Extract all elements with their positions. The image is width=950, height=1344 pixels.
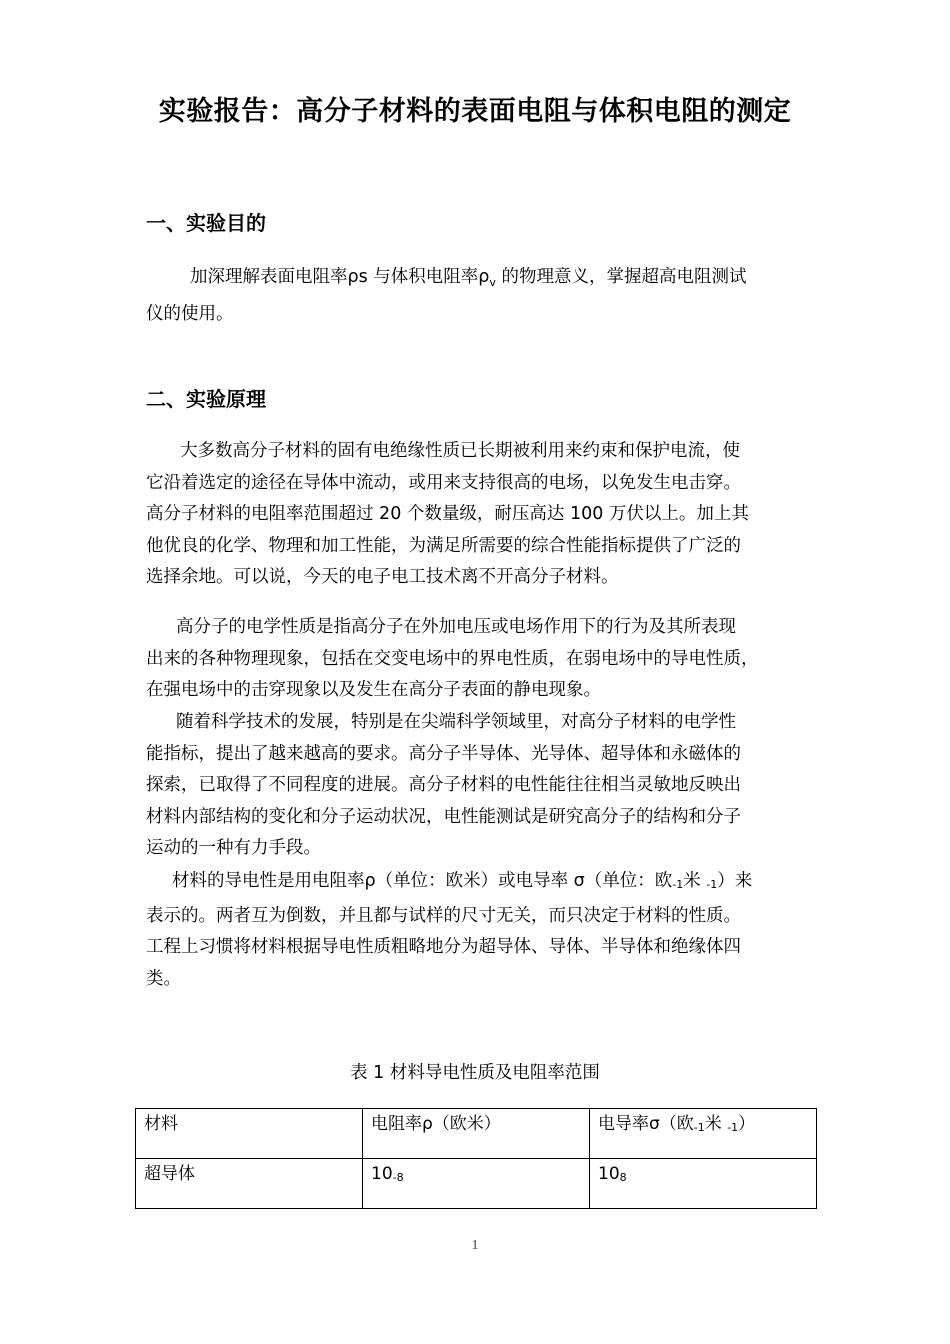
cell-resistivity [363, 1159, 590, 1209]
table-row [136, 1159, 817, 1209]
p4-line: 表示的。两者互为倒数，并且都与试样的尺寸无关，而只决定于材料的性质。 [146, 905, 741, 926]
rho-exponent: -8 [392, 1171, 404, 1184]
p4-text-c: ）来 [717, 871, 753, 891]
purpose-text-3: 仪的使用。 [146, 303, 234, 324]
page-title: 实验报告：高分子材料的表面电阻与体积电阻的测定 [158, 96, 792, 127]
sigma-exponent: 8 [619, 1171, 627, 1184]
page-number: 1 [471, 1238, 479, 1253]
p2-line: 出来的各种物理现象，包括在交变电场中的界电性质，在弱电场中的导电性质， [146, 648, 759, 669]
p1-line: 选择余地。可以说，今天的电子电工技术离不开高分子材料。 [146, 567, 619, 587]
paragraph-purpose [146, 262, 810, 330]
rho-v-subscript: v [489, 276, 496, 289]
section-heading-principle: 二、实验原理 [146, 387, 266, 411]
p4-text-b: 米 [683, 871, 707, 891]
p4-text-a: 材料的导电性是用电阻率ρ（单位：欧米）或电导率 σ（单位：欧 [172, 871, 673, 891]
p4-sub-1: -1 [672, 878, 684, 891]
p1-line: 他优良的化学、物理和加工性能，为满足所需要的综合性能指标提供了广泛的 [146, 535, 741, 556]
p3-line: 运动的一种有力手段。 [146, 838, 321, 858]
purpose-text-2: 的物理意义，掌握超高电阻测试 [495, 267, 747, 287]
p1-line: 高分子材料的电阻率范围超过 20 个数量级，耐压高达 100 万伏以上。加上其 [146, 504, 749, 524]
p4-line: 工程上习惯将材料根据导电性质粗略地分为超导体、导体、半导体和绝缘体四 [146, 937, 741, 957]
conductivity-table [135, 1108, 817, 1209]
p3-line: 材料内部结构的变化和分子运动状况，电性能测试是研究高分子的结构和分子 [146, 806, 741, 827]
p1-line: 它沿着选定的途径在导体中流动，或用来支持很高的电场，以免发生电击穿。 [146, 472, 741, 493]
header-conductivity [590, 1109, 817, 1159]
p4-sub-2: -1 [706, 878, 718, 891]
table-header-row [136, 1109, 817, 1159]
table-caption: 表 1 材料导电性质及电阻率范围 [350, 1063, 600, 1083]
header-material: 材料 [136, 1109, 363, 1159]
p3-line: 随着科学技术的发展，特别是在尖端科学领域里，对高分子材料的电学性 [176, 712, 736, 732]
purpose-text-1: 加深理解表面电阻率ρs 与体积电阻率ρ [190, 267, 490, 287]
p2-line: 在强电场中的击穿现象以及发生在高分子表面的静电现象。 [146, 680, 601, 700]
p3-line: 探索，已取得了不同程度的进展。高分子材料的电性能往往相当灵敏地反映出 [146, 775, 741, 795]
sigma-base: 10 [598, 1164, 620, 1184]
cell-conductivity [590, 1159, 817, 1209]
p2-line: 高分子的电学性质是指高分子在外加电压或电场作用下的行为及其所表现 [176, 617, 736, 637]
header-conductivity-sub1: -1 [693, 1121, 705, 1134]
header-conductivity-a: 电导率σ（欧 [598, 1114, 694, 1134]
paragraph-principle-1 [146, 436, 810, 594]
header-resistivity: 电阻率ρ（欧米） [363, 1109, 590, 1159]
section-heading-purpose: 一、实验目的 [146, 211, 266, 235]
p3-line: 能指标，提出了越来越高的要求。高分子半导体、光导体、超导体和永磁体的 [146, 743, 741, 764]
paragraph-principle-3 [146, 707, 810, 865]
header-conductivity-sub2: -1 [727, 1121, 739, 1134]
paragraph-principle-4 [146, 866, 810, 995]
header-conductivity-c: ） [738, 1114, 756, 1134]
p1-line: 大多数高分子材料的固有电绝缘性质已长期被利用来约束和保护电流，使 [180, 441, 740, 461]
cell-material: 超导体 [136, 1159, 363, 1209]
header-conductivity-b: 米 [704, 1114, 728, 1134]
rho-base: 10 [371, 1164, 393, 1184]
paragraph-principle-2 [146, 612, 810, 707]
p4-line: 类。 [146, 968, 181, 989]
